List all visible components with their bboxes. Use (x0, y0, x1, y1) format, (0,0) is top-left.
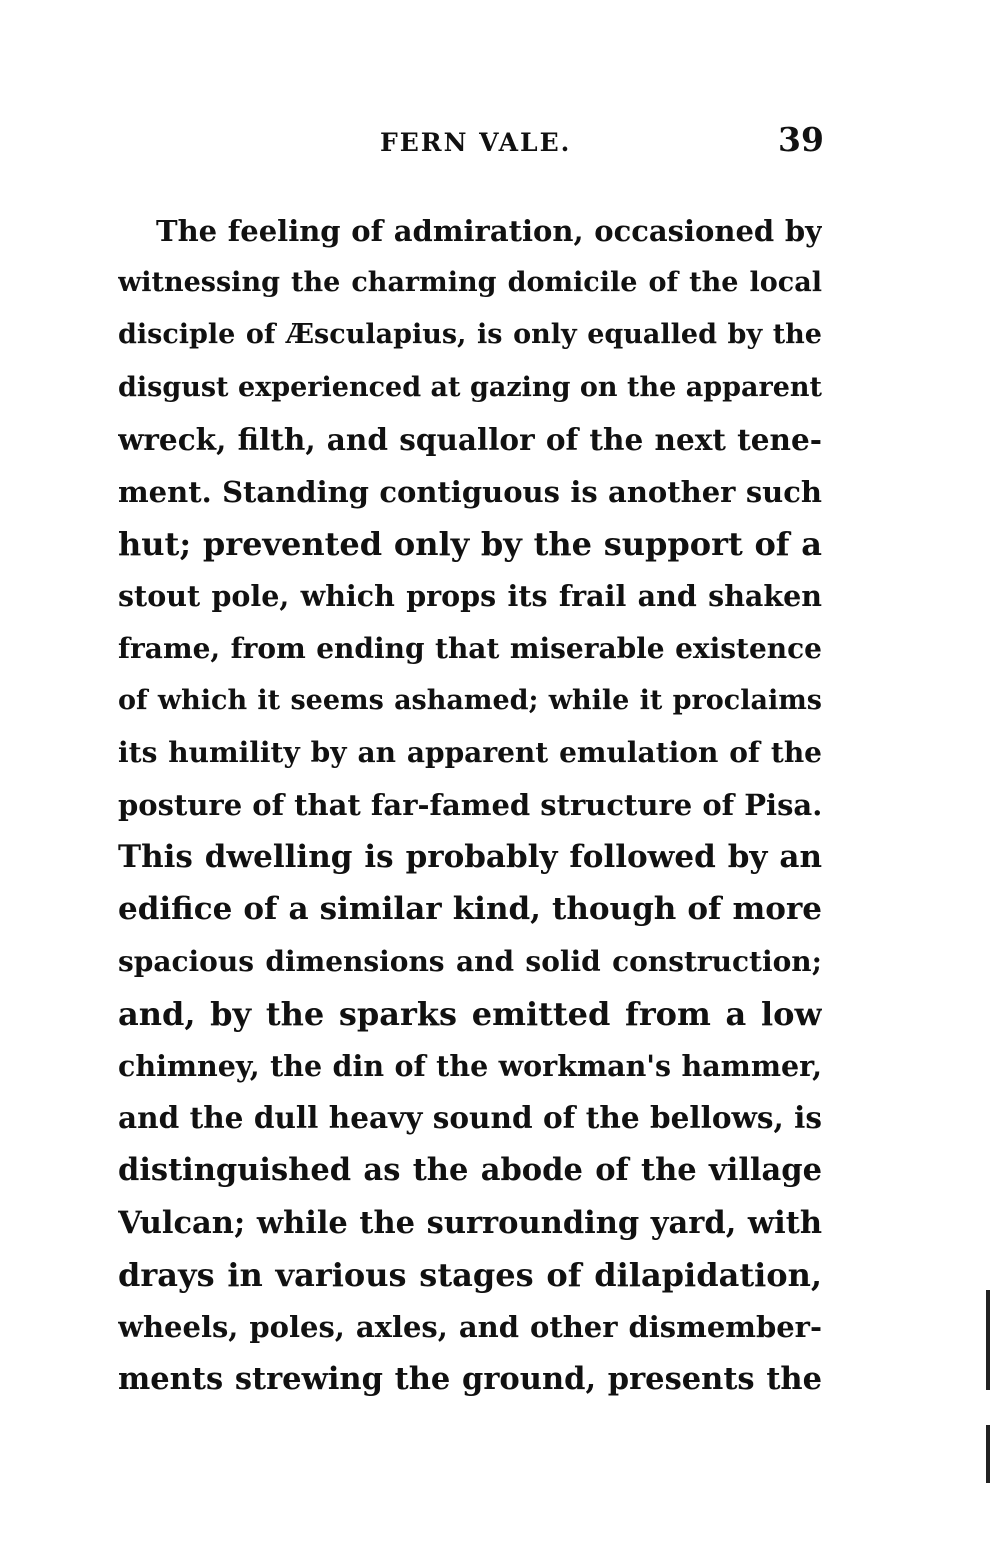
body-text (118, 205, 822, 1405)
text-line: disciple of Æsculapius, is only equalled by the (118, 319, 822, 351)
text-line: witnessing the charming domicile of the local (118, 267, 822, 299)
text-line: ment. Standing contiguous is another such (118, 474, 822, 509)
text-line: This dwelling is probably followed by an (118, 839, 822, 876)
text-line: Vulcan; while the surrounding yard, with (118, 1204, 822, 1241)
text-line: The feeling of admiration, occasioned by (156, 214, 822, 248)
text-line: ments strewing the ground, presents the (118, 1361, 822, 1398)
text-line: posture of that far-famed structure of Pisa. (118, 788, 822, 823)
text-line: distinguished as the abode of the village (118, 1152, 822, 1189)
page-number: 39 (778, 120, 824, 159)
text-line: edifice of a similar kind, though of more (118, 891, 822, 928)
text-line: of which it seems ashamed; while it proclaims (118, 684, 822, 716)
text-line: chimney, the din of the workman's hammer, (118, 1049, 822, 1083)
text-line: spacious dimensions and solid construction; (118, 944, 822, 978)
running-title: FERN VALE. (380, 128, 572, 157)
text-line: stout pole, which props its frail and shaken (118, 579, 822, 614)
text-line: frame, from ending that miserable existence (118, 631, 822, 665)
text-line: and the dull heavy sound of the bellows, is (118, 1100, 822, 1136)
text-line: and, by the sparks emitted from a low (118, 994, 822, 1033)
text-line: its humility by an apparent emulation of the (118, 735, 822, 769)
scan-edge-mark (986, 1425, 990, 1483)
text-line: disgust experienced at gazing on the apparent (118, 371, 822, 403)
text-line: wreck, filth, and squallor of the next tene- (118, 421, 822, 457)
text-line: hut; prevented only by the support of a (118, 525, 822, 564)
scan-edge-mark (986, 1290, 990, 1390)
text-line: wheels, poles, axles, and other dismember- (118, 1309, 822, 1344)
text-line: drays in various stages of dilapidation, (118, 1255, 822, 1294)
